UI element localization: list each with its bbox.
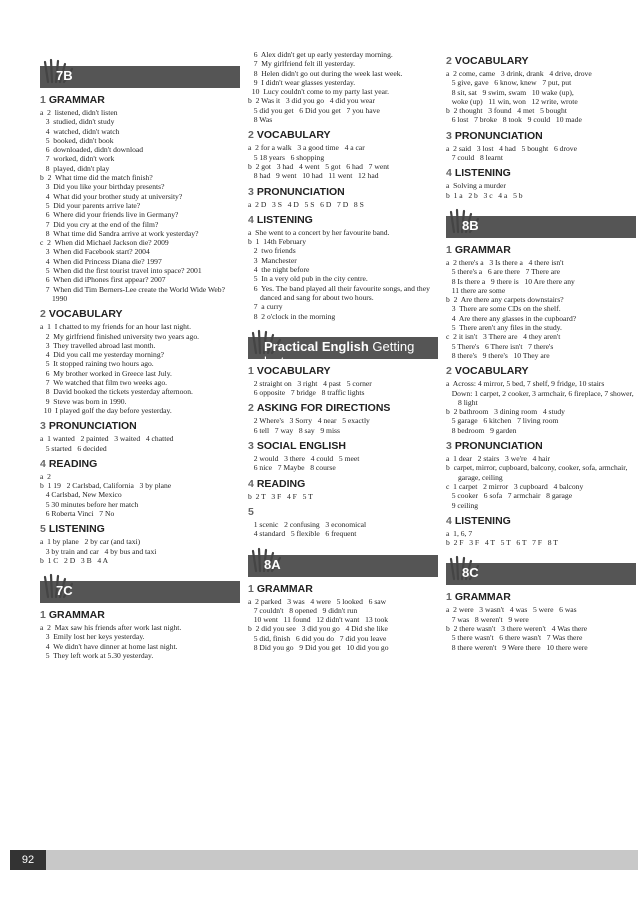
answer-line: a 2 D 3 S 4 D 5 S 6 D 7 D 8 S [248,199,364,209]
answer-line: 7 When did Tim Berners-Lee create the World Wide Web? 1990 [40,284,227,303]
answer-line: 4 When did Princess Diana die? 1997 [40,256,162,266]
answer-line: c 2 it isn't 3 There are 4 they aren't [446,332,561,342]
section-heading [248,129,438,141]
answer-line: 6 Where did your friends live in Germany? [40,210,179,220]
answer-line: a 1 I chatted to my friends for an hour last night. [40,322,191,332]
answer-line: 5 booked, didn't book [40,135,114,145]
section-number: 4 [40,457,46,470]
section-number: 5 [40,523,46,536]
answer-block [248,200,438,209]
unit-banner [248,329,438,369]
answer-line: 5 give, gave 6 know, knew 7 put, put [446,78,572,88]
section-title: GRAMMAR [256,582,313,595]
section-title: PRONUNCIATION [454,129,543,142]
unit-banner [40,58,240,88]
answer-line: b 2 thought 3 found 4 met 5 bought [446,106,567,116]
answer-line: b 1 a 2 b 3 c 4 a 5 b [446,190,523,200]
answer-line: 5 there wasn't 6 there wasn't 7 Was there [446,633,583,643]
section-heading [248,186,438,198]
answer-line: 1 scenic 2 confusing 3 economical [248,519,367,529]
section-heading [40,523,240,535]
answer-block [248,597,438,653]
answer-line: 11 there are some [446,285,506,295]
answer-line: 8 Was [248,115,273,125]
section-title: READING [256,477,306,490]
answer-block [248,143,438,180]
section-title: LISTENING [454,167,511,180]
answer-line: a 2 listened, didn't listen [40,108,118,117]
answer-line: 4 watched, didn't watch [40,126,120,136]
banner-label: Practical English Getting lost [264,338,415,369]
section-number: 1 [248,582,254,595]
section-number: 4 [248,477,254,490]
section-heading [40,420,240,432]
answer-block [248,492,438,501]
answer-line: a 2 said 3 lost 4 had 5 bought 6 drove [446,143,577,153]
answer-line: a 1 wanted 2 painted 3 waited 4 chatted [40,434,174,444]
answer-line: c 1 carpet 2 mirror 3 cupboard 4 balcony [446,481,584,491]
answer-block [40,472,240,518]
answer-line: 5 garage 6 kitchen 7 living room [446,416,559,426]
section-number: 2 [248,129,254,142]
section-heading [40,458,240,470]
section-number: 1 [446,591,452,604]
answer-block [446,258,636,360]
unit-banner [248,547,438,577]
section-heading [248,402,438,414]
section-heading [40,308,240,320]
answer-line: a 1, 6, 7 [446,528,473,538]
answer-line: 6 Yes. The band played all their favourite songs, and they danced and sang for about two hours. [248,283,432,302]
section-heading [40,609,240,621]
answer-line: 5 They left work at 5.30 yesterday. [40,651,154,661]
section-title: GRAMMAR [48,94,105,106]
answer-line: 6 lost 7 broke 8 took 9 could 10 made [446,115,582,125]
answer-line: b 2 Are there any carpets downstairs? [446,295,564,305]
answer-line: 6 When did iPhones first appear? 2007 [40,275,166,285]
section-number: 3 [40,420,46,433]
section-title: VOCABULARY [256,129,331,142]
answer-block [248,520,438,539]
section-heading [446,591,636,603]
answer-line: a 2 for a walk 3 a good time 4 a car [248,143,365,153]
answer-line: 5 cooker 6 sofa 7 armchair 8 garage [446,491,573,501]
section-number: 5 [248,505,254,518]
section-title: LISTENING [454,514,511,527]
answer-line: 8 there weren't 9 Were there 10 there were [446,642,588,652]
answer-line: b 1 14th February [248,237,306,247]
answer-line: b 1 C 2 D 3 B 4 A [40,555,109,565]
answer-line: 3 Manchester [248,255,297,265]
answer-line: a Solving a murder [446,181,506,191]
section-title: VOCABULARY [48,308,123,321]
answer-line: 5 It stopped raining two hours ago. [40,359,154,369]
answer-line: 8 there's 9 there's 10 They are [446,350,550,360]
answer-line: a 1 dear 2 stairs 3 we're 4 hair [446,454,551,464]
section-heading [446,55,636,67]
answer-line: a 2 [40,471,51,481]
section-title: LISTENING [48,523,105,536]
answer-line: 3 studied, didn't study [40,117,115,127]
answer-line: a 2 come, came 3 drink, drank 4 drive, drove [446,69,592,78]
answer-line: 5 did you get 6 Did you get 7 you have [248,105,380,115]
answer-line: b 2 did you see 3 did you go 4 Did she like [248,624,388,634]
answer-line: 3 Emily lost her keys yesterday. [40,632,145,642]
section-title: LISTENING [256,213,313,226]
section-number: 1 [446,243,452,256]
answer-line: 8 sit, sat 9 swim, swam 10 wake (up), [446,87,574,97]
answer-block [446,144,636,163]
answer-line: 4 Did you call me yesterday morning? [40,350,165,360]
answer-block [248,454,438,473]
section-number: 3 [446,440,452,453]
answer-line: 5 There aren't any files in the study. [446,323,562,333]
section-number: 3 [446,129,452,142]
answer-line: a 1 by plane 2 by car (and taxi) [40,537,141,547]
section-title: VOCABULARY [256,364,331,377]
section-number: 1 [40,94,46,106]
answer-line: b 2 bathroom 3 dining room 4 study [446,407,565,417]
answer-line: 10 Lucy couldn't come to my party last year. [248,87,389,97]
section-number: 2 [248,402,254,415]
answer-line: 6 tell 7 way 8 say 9 miss [248,425,340,435]
answer-line: 8 Is there a 9 there is 10 Are there any [446,276,575,286]
answer-block [446,69,636,125]
section-heading [248,478,438,490]
answer-block [40,108,240,303]
answer-line: 5 Did your parents arrive late? [40,200,141,210]
answer-line: 5 there's a 6 are there 7 There are [446,267,561,277]
section-heading [446,244,636,256]
answer-line: b 2 Was it 3 did you go 4 did you wear [248,96,376,106]
answer-block [40,322,240,415]
answer-line: 6 opposite 7 bridge 8 traffic lights [248,388,365,398]
section-title: GRAMMAR [48,609,105,622]
section-title: PRONUNCIATION [48,420,137,433]
footer-bar [44,850,638,870]
section-heading [248,440,438,452]
answer-line: b 2 What time did the match finish? [40,173,153,183]
answer-block [446,379,636,435]
answer-line: 6 nice 7 Maybe 8 course [248,463,336,473]
section-title: READING [48,457,98,470]
answer-line: 6 Roberta Vinci 7 No [40,508,115,518]
answer-line: 5 started 6 decided [40,443,107,453]
answer-line: 6 My brother worked in Greece last July. [40,368,172,378]
section-title: ASKING FOR DIRECTIONS [256,402,391,415]
answer-line: 5 did, finish 6 did you do 7 did you leave [248,633,387,643]
section-title: VOCABULARY [454,365,529,378]
section-title: GRAMMAR [454,243,511,256]
answer-line: 9 Steve was born in 1990. [40,396,127,406]
answer-block [248,50,438,124]
answer-line: 5 18 years 6 shopping [248,152,325,162]
answer-line: a Across: 4 mirror, 5 bed, 7 shelf, 9 fridge, 10 stairs [446,379,605,389]
answer-line: 7 was 8 weren't 9 were [446,614,529,624]
answer-line: 10 I played golf the day before yesterday. [40,405,172,415]
answer-block [40,537,240,565]
answer-line: 3 When did Facebook start? 2004 [40,247,150,257]
section-number: 2 [446,365,452,378]
banner-label: 8C [462,565,479,581]
answer-block [40,623,240,660]
answer-line: 8 What time did Sandra arrive at work yesterday? [40,228,199,238]
answer-line: 2 Where's 3 Sorry 4 near 5 exactly [248,416,370,426]
banner-label: 8B [462,217,479,233]
answer-line: 4 standard 5 flexible 6 frequent [248,529,357,539]
answer-line: b 1 19 2 Carlsbad, California 3 by plane [40,481,172,491]
answer-line: 8 Helen didn't go out during the week last week. [248,68,403,78]
section-heading [248,506,438,518]
answer-line: 4 What did your brother study at university? [40,191,183,201]
section-number: 4 [248,213,254,226]
section-heading [40,94,240,106]
answer-line: 4 We didn't have dinner at home last night. [40,641,178,651]
answer-block [446,605,636,651]
answer-line: b 2 there wasn't 3 there weren't 4 Was there [446,623,588,633]
answer-line: 10 went 11 found 12 didn't want 13 took [248,615,389,625]
section-number: 3 [248,185,254,198]
banner-label: 7C [56,583,73,599]
section-title: GRAMMAR [454,591,511,604]
answer-line: 7 We watched that film two weeks ago. [40,378,168,388]
page-footer [0,850,638,870]
answer-line: 7 could 8 learnt [446,153,503,163]
answer-block [248,379,438,398]
section-heading [446,167,636,179]
answer-line: woke (up) 11 win, won 12 write, wrote [446,96,578,106]
answer-line: b carpet, mirror, cupboard, balcony, cooker, sofa, armchair, garage, ceiling [446,463,630,482]
answer-line: a 2 Max saw his friends after work last night. [40,623,182,633]
answer-line: 2 straight on 3 right 4 past 5 corner [248,378,372,388]
answer-line: 8 played, didn't play [40,163,110,173]
answer-block [248,228,438,321]
answer-line: 2 would 3 there 4 could 5 meet [248,454,360,464]
answer-line: b 2 F 3 F 4 T 5 T 6 T 7 F 8 T [446,538,558,548]
section-title: PRONUNCIATION [256,185,345,198]
answer-line: 3 They travelled abroad last month. [40,340,156,350]
section-heading [248,214,438,226]
answer-line: a 2 were 3 wasn't 4 was 5 were 6 was [446,605,577,615]
section-heading [248,583,438,595]
answer-line: a 2 parked 3 was 4 were 5 looked 6 saw [248,596,387,606]
answer-line: 5 In a very old pub in the city centre. [248,274,368,284]
answer-line: 6 Alex didn't get up early yesterday morning. [248,50,393,59]
answer-line: 7 Did you cry at the end of the film? [40,219,159,229]
banner-label: 8A [264,556,281,572]
section-number: 3 [248,440,254,453]
answer-line: 7 worked, didn't work [40,154,115,164]
section-number: 2 [446,55,452,67]
answer-line: 5 When did the first tourist travel into space? 2001 [40,266,202,276]
answer-line: 4 Are there any glasses in the cupboard? [446,313,577,323]
section-title: VOCABULARY [454,55,529,67]
page-number: 92 [10,850,46,870]
answer-line: 7 a curry [248,302,283,312]
section-heading [446,515,636,527]
column-3 [446,50,636,652]
answer-line: 8 Did you go 9 Did you get 10 did you go [248,642,389,652]
section-title: PRONUNCIATION [454,440,543,453]
unit-banner [446,555,636,585]
answer-line: c 2 When did Michael Jackson die? 2009 [40,238,169,248]
section-number: 2 [40,308,46,321]
banner-label: 7B [56,68,73,83]
answer-line: 7 couldn't 8 opened 9 didn't run [248,605,358,615]
answer-line: 3 There are some CDs on the shelf. [446,304,561,314]
answer-block [248,416,438,435]
answer-line: 8 David booked the tickets yesterday afternoon. [40,387,193,397]
answer-line: 3 by train and car 4 by bus and taxi [40,546,157,556]
answer-line: 4 Carlsbad, New Mexico [40,490,122,500]
section-number: 4 [446,514,452,527]
answer-line: a She went to a concert by her favourite band. [248,227,390,237]
section-heading [446,130,636,142]
section-number: 1 [248,364,254,377]
answer-line: 9 I didn't wear glasses yesterday. [248,77,356,87]
answer-line: 8 had 9 went 10 had 11 went 12 had [248,171,379,181]
unit-banner [446,208,636,238]
answer-line: 3 Did you like your birthday presents? [40,182,165,192]
answer-line: 5 30 minutes before her match [40,499,139,509]
answer-line: 7 My girlfriend felt ill yesterday. [248,59,356,69]
answer-line: a 2 there's a 3 Is there a 4 there isn't [446,257,564,267]
section-number: 1 [40,609,46,622]
answer-line: 8 bedroom 9 garden [446,425,517,435]
column-1 [40,50,240,660]
column-2 [248,50,438,652]
answer-line: 2 two friends [248,246,296,256]
answer-line: 6 downloaded, didn't download [40,145,144,155]
answer-line: 2 My girlfriend finished university two years ago. [40,331,200,341]
answer-line: 9 ceiling [446,500,479,510]
answer-block [446,454,636,510]
answer-line: b 2 T 3 F 4 F 5 T [248,491,313,501]
answer-line: Down: 1 carpet, 2 cooker, 3 armchair, 6 fireplace, 7 shower, 8 light [446,388,636,407]
section-title: SOCIAL ENGLISH [256,440,346,453]
answer-block [446,181,636,200]
answer-line: 8 2 o'clock in the morning [248,311,336,321]
unit-banner [40,573,240,603]
section-heading [446,365,636,377]
section-heading [446,440,636,452]
answer-block [40,434,240,453]
answer-block [446,529,636,548]
section-number: 4 [446,167,452,180]
answer-line: 4 the night before [248,265,310,275]
answer-line: 5 There's 6 There isn't 7 there's [446,341,554,351]
answer-line: b 2 got 3 had 4 went 5 got 6 had 7 went [248,161,390,171]
